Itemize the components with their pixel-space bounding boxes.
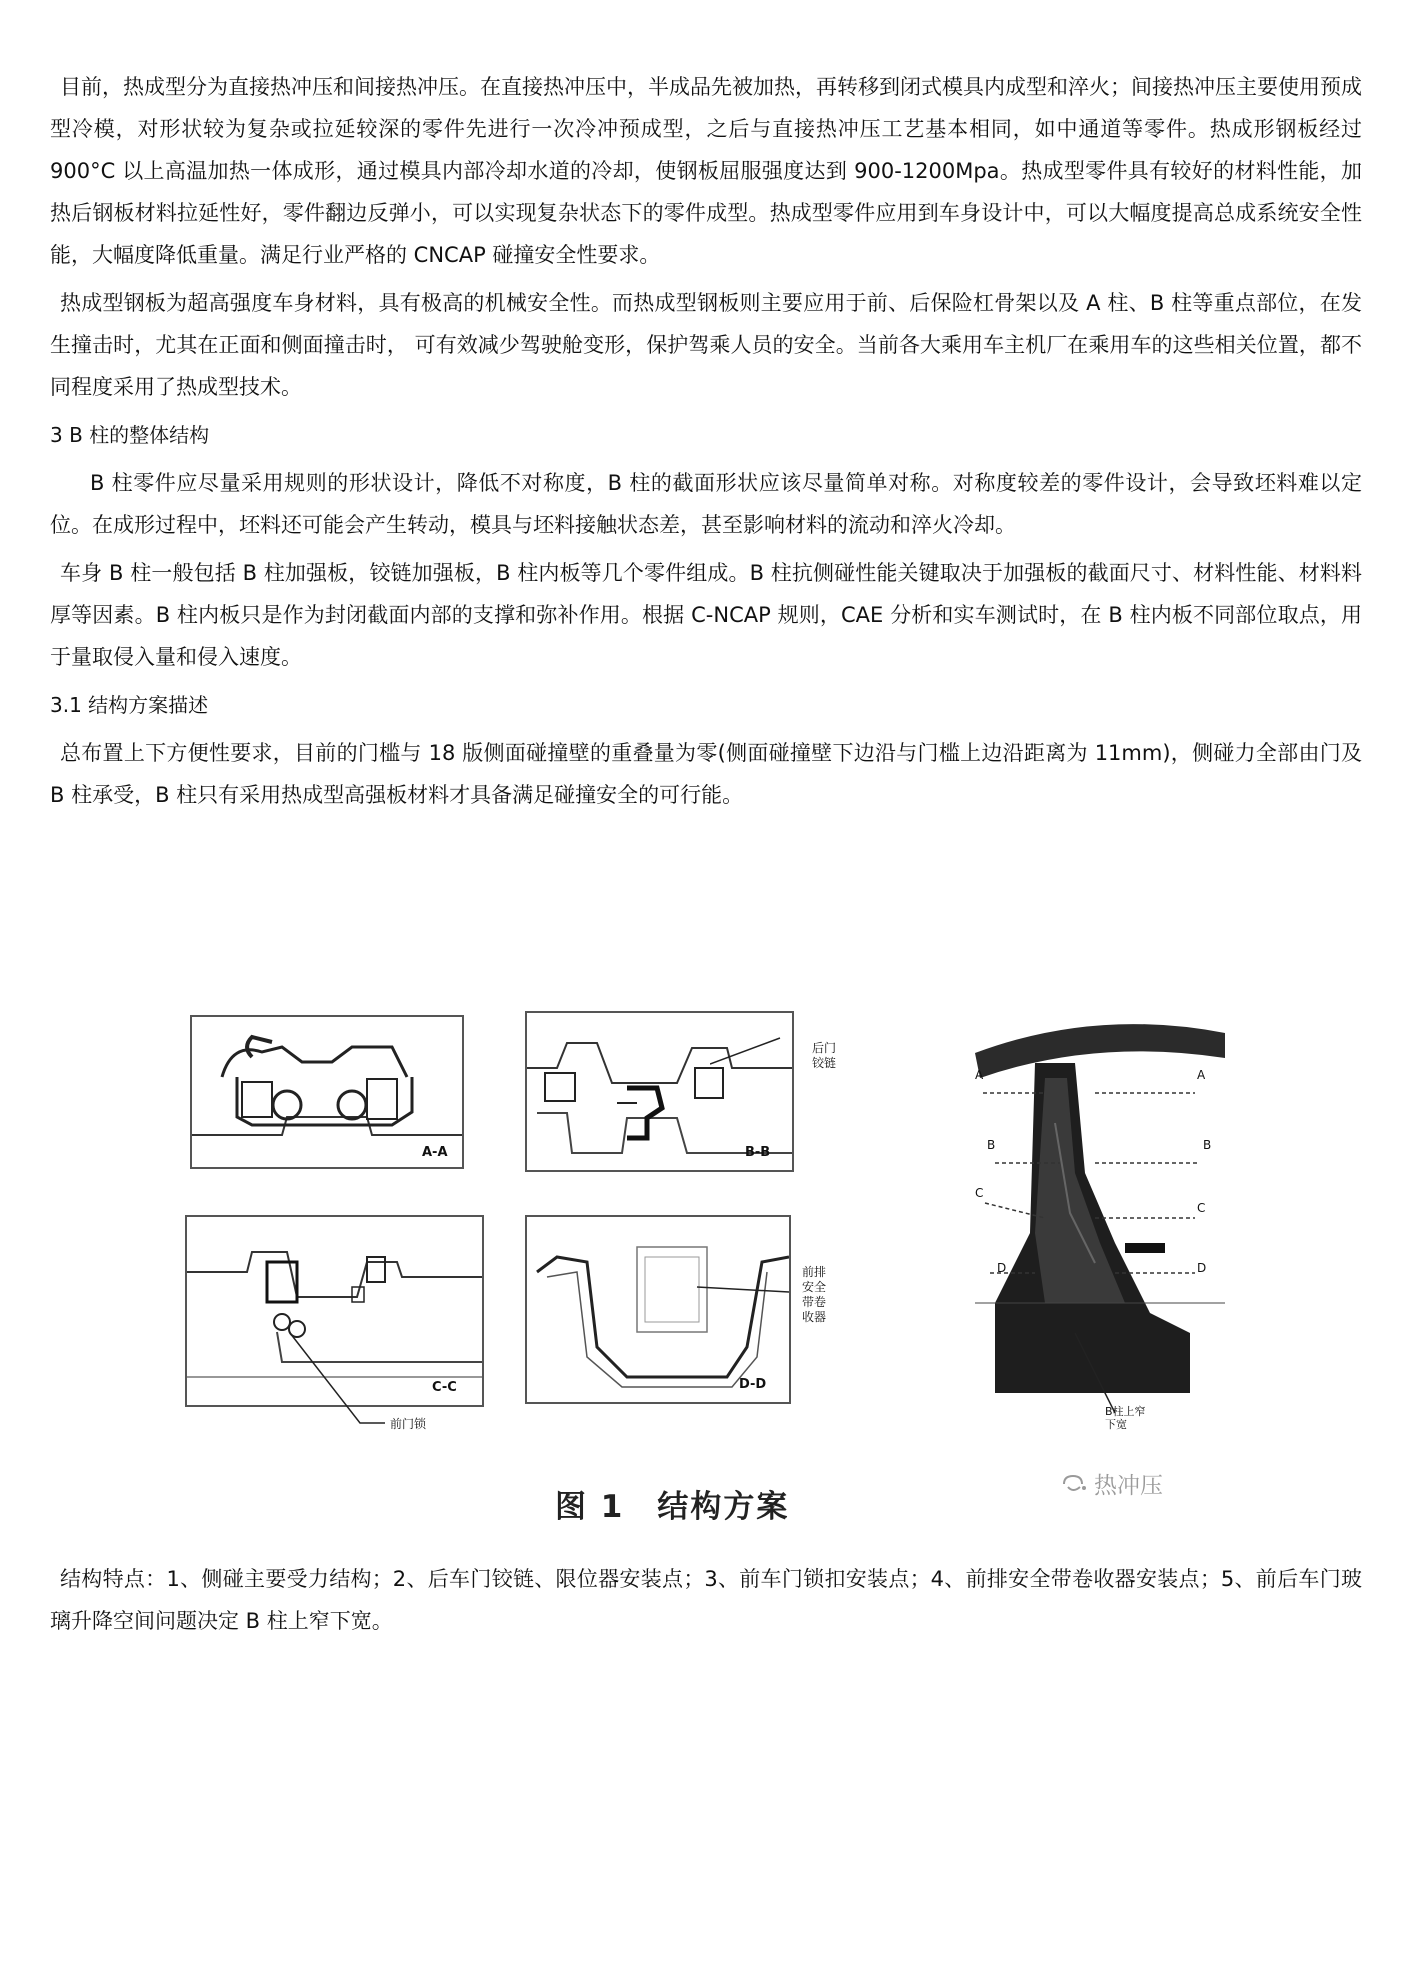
paragraph-hot-forming-intro: 目前，热成型分为直接热冲压和间接热冲压。在直接热冲压中，半成品先被加热，再转移到闭式模具内成型和淬火；间接热冲压主要使用预成型冷模，对形状较为复杂或拉延较深的零件先进行一次冷冲预成型，之后与直接热冲压工艺基本相同，如中通道等零件。热成形钢板经过 900°C 以上高温加热一体成形，通过模具内部冷却水道的冷却，使钢板屈服强度达到 900-1200Mpa。热成型零件具有较好的材料性能，加热后钢板材料拉延性好，零件翻边反弹小，可以实现复杂状态下的零件成型。热成型零件应用到车身设计中，可以大幅度提高总成系统安全性能，大幅度降低重量。满足行业严格的 CNCAP 碰撞安全性要求。 (50, 75, 1362, 267)
b-pillar-illustration (975, 1003, 1225, 1443)
figure-caption: 图 1 结构方案 (555, 1489, 790, 1525)
section-mark-c-left: C (975, 1186, 984, 1200)
paragraph-b-pillar-design: B 柱零件应尽量采用规则的形状设计，降低不对称度，B 柱的截面形状应该尽量简单对称。对称度较差的零件设计，会导致坯料难以定位。在成形过程中，坯料还可能会产生转动，模具与坯料接触状态差，甚至影响材料的流动和淬火冷却。 (50, 471, 1362, 537)
section-mark-d-right: D (1197, 1261, 1207, 1275)
pillar-note-callout: B柱上窄 下宽 (1105, 1405, 1146, 1431)
front-lock-callout: 前门锁 (390, 1417, 427, 1431)
paragraph-structure-description: 总布置上下方便性要求，目前的门槛与 18 版侧面碰撞壁的重叠量为零(侧面碰撞壁下边沿与门槛上边沿距离为 11mm)，侧碰力全部由门及 B 柱承受，B 柱只有采用热成型高强板材料才具备满足碰撞安全的可行能。 (50, 741, 1362, 807)
front-lock-leader (270, 1323, 390, 1433)
section-mark-a-right: A (1197, 1068, 1206, 1082)
belt-retractor-callout: 前排 安全 带卷 收器 (802, 1265, 827, 1324)
subsection-heading-structure: 3.1 结构方案描述 (50, 693, 209, 717)
figure-structure-scheme (180, 1003, 1240, 1543)
section-bb-label: B-B (745, 1145, 771, 1160)
section-dd-panel (525, 1215, 791, 1404)
section-mark-b-left: B (987, 1138, 996, 1152)
section-mark-a-left: A (975, 1068, 984, 1082)
watermark-text: 热冲压 (1094, 1473, 1163, 1499)
paragraph-b-pillar-parts: 车身 B 柱一般包括 B 柱加强板，铰链加强板，B 柱内板等几个零件组成。B 柱抗侧碰性能关键取决于加强板的截面尺寸、材料性能、材料料厚等因素。B 柱内板只是作为封闭截面内部的支撑和弥补作用。根据 C-NCAP 规则，CAE 分析和实车测试时，在 B 柱内板不同部位取点，用于量取侵入量和侵入速度。 (50, 561, 1362, 669)
article-body (50, 66, 1362, 822)
rear-hinge-leader (710, 1028, 790, 1068)
section-cc-label: C-C (432, 1380, 457, 1395)
b-pillar-drawing (975, 1003, 1225, 1443)
watermark-logo-icon (1060, 1473, 1088, 1495)
structure-features-block (50, 1558, 1362, 1648)
watermark (1060, 1467, 1163, 1500)
paragraph-hot-forming-steel: 热成型钢板为超高强度车身材料，具有极高的机械安全性。而热成型钢板则主要应用于前、后保险杠骨架以及 A 柱、B 柱等重点部位，在发生撞击时，尤其在正面和侧面撞击时， 可有效减少驾驶舱变形，保护驾乘人员的安全。当前各大乘用车主机厂在乘用车的这些相关位置，都不同程度采用了热成型技术。 (50, 291, 1362, 399)
section-mark-c-right: C (1197, 1201, 1206, 1215)
paragraph-structure-features: 结构特点：1、侧碰主要受力结构；2、后车门铰链、限位器安装点；3、前车门锁扣安装点；4、前排安全带卷收器安装点；5、前后车门玻璃升降空间问题决定 B 柱上窄下宽。 (50, 1567, 1362, 1633)
section-aa-label: A-A (422, 1145, 448, 1160)
section-dd-drawing (527, 1217, 789, 1402)
section-aa-panel (190, 1015, 464, 1169)
rear-hinge-callout: 后门 铰链 (812, 1041, 837, 1070)
section-mark-d-left: D (997, 1261, 1007, 1275)
section-heading-b-pillar: 3 B 柱的整体结构 (50, 423, 210, 447)
section-dd-label: D-D (739, 1377, 767, 1392)
section-mark-b-right: B (1203, 1138, 1212, 1152)
